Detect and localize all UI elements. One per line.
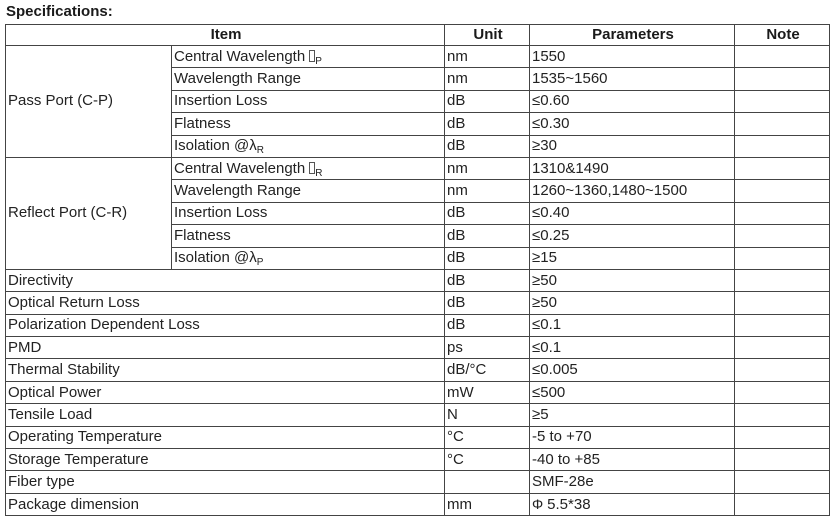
parameter-cell xyxy=(530,269,735,291)
parameter-cell xyxy=(530,471,735,493)
item-cell xyxy=(172,247,445,269)
unit-cell: N xyxy=(445,404,530,426)
parameter-cell xyxy=(530,314,735,336)
parameter-cell xyxy=(530,225,735,247)
parameter-value: 5.5*38 xyxy=(547,496,591,513)
note-cell xyxy=(735,180,830,202)
item-cell xyxy=(6,359,445,381)
item-cell xyxy=(6,269,445,291)
note-cell xyxy=(735,426,830,448)
unit-cell: dB xyxy=(445,113,530,135)
item-label: Optical Return Loss xyxy=(8,293,140,311)
diameter-icon: Φ xyxy=(532,496,544,512)
unit-cell: dB xyxy=(445,135,530,157)
header-unit: Unit xyxy=(445,25,530,46)
parameter-value: ≤0.60 xyxy=(532,92,570,110)
item-cell xyxy=(6,337,445,359)
note-cell xyxy=(735,314,830,336)
parameter-value: SMF-28e xyxy=(532,473,594,491)
table-row xyxy=(6,269,830,291)
item-cell xyxy=(6,404,445,426)
item-cell xyxy=(172,157,445,179)
parameter-cell xyxy=(530,46,735,68)
table-row xyxy=(6,449,830,471)
item-label: Wavelength Range xyxy=(174,182,302,200)
item-subscript: R xyxy=(315,167,323,179)
note-cell xyxy=(735,46,830,68)
parameter-cell xyxy=(530,90,735,112)
parameter-cell xyxy=(530,337,735,359)
item-cell xyxy=(172,202,445,224)
table-row xyxy=(6,359,830,381)
unit-cell: dB xyxy=(445,269,530,291)
note-cell xyxy=(735,449,830,471)
parameter-value: ≤0.1 xyxy=(532,338,562,356)
item-label: Fiber type xyxy=(8,473,75,491)
parameter-value: ≥30 xyxy=(532,137,557,155)
table-row xyxy=(6,426,830,448)
item-cell xyxy=(6,426,445,448)
unit-cell: dB xyxy=(445,225,530,247)
item-label: Isolation @λ xyxy=(174,249,257,267)
item-label: Isolation @λ xyxy=(174,137,257,155)
unit-cell: °C xyxy=(445,426,530,448)
item-label: Operating Temperature xyxy=(8,428,162,446)
note-cell xyxy=(735,269,830,291)
parameter-value: 1260~1360,1480~1500 xyxy=(532,182,688,200)
item-label: Thermal Stability xyxy=(8,361,120,379)
table-row xyxy=(6,493,830,515)
parameter-cell xyxy=(530,292,735,314)
parameter-value: ≥5 xyxy=(532,405,549,423)
item-cell xyxy=(172,90,445,112)
table-row xyxy=(6,404,830,426)
unit-cell xyxy=(445,471,530,493)
note-cell xyxy=(735,113,830,135)
item-cell xyxy=(172,135,445,157)
parameter-cell xyxy=(530,135,735,157)
note-cell xyxy=(735,493,830,515)
parameter-cell xyxy=(530,426,735,448)
note-cell xyxy=(735,247,830,269)
parameter-value: 1310&1490 xyxy=(532,159,609,177)
pass-port-label: Pass Port (C-P) xyxy=(6,46,172,158)
specifications-table xyxy=(5,24,830,516)
header-parameters: Parameters xyxy=(530,25,735,46)
item-cell xyxy=(6,493,445,515)
item-cell xyxy=(172,225,445,247)
parameter-cell xyxy=(530,68,735,90)
note-cell xyxy=(735,381,830,403)
parameter-value: ≤0.25 xyxy=(532,226,570,244)
parameter-value: -5 to +70 xyxy=(532,428,592,446)
item-cell xyxy=(6,292,445,314)
parameter-cell xyxy=(530,449,735,471)
table-row xyxy=(6,292,830,314)
parameter-value: -40 to +85 xyxy=(532,450,600,468)
note-cell xyxy=(735,68,830,90)
reflect-port-label: Reflect Port (C-R) xyxy=(6,157,172,269)
header-note: Note xyxy=(735,25,830,46)
unit-cell: nm xyxy=(445,157,530,179)
item-cell xyxy=(6,471,445,493)
note-cell xyxy=(735,337,830,359)
page-title: Specifications: xyxy=(6,3,113,20)
item-label: Insertion Loss xyxy=(174,204,268,222)
unit-cell: ps xyxy=(445,337,530,359)
parameter-cell xyxy=(530,113,735,135)
unit-cell: dB xyxy=(445,292,530,314)
table-row xyxy=(6,314,830,336)
parameter-cell xyxy=(530,157,735,179)
table-row xyxy=(6,381,830,403)
item-label: Storage Temperature xyxy=(8,450,149,468)
parameter-value: 1550 xyxy=(532,47,566,65)
unit-cell: dB xyxy=(445,90,530,112)
parameter-cell xyxy=(530,180,735,202)
parameter-value: ≤0.005 xyxy=(532,361,578,379)
unit-cell: mm xyxy=(445,493,530,515)
parameter-cell xyxy=(530,202,735,224)
item-subscript: P xyxy=(315,55,322,67)
header-item: Item xyxy=(6,25,445,46)
parameter-cell xyxy=(530,493,735,515)
parameter-value: ≥15 xyxy=(532,249,557,267)
note-cell xyxy=(735,404,830,426)
item-cell xyxy=(172,68,445,90)
parameter-value: ≤0.1 xyxy=(532,316,562,334)
unit-cell: dB xyxy=(445,314,530,336)
item-cell xyxy=(172,113,445,135)
table-row xyxy=(6,471,830,493)
parameter-value: ≤0.30 xyxy=(532,114,570,132)
unit-cell: dB/°C xyxy=(445,359,530,381)
item-label: Flatness xyxy=(174,226,231,244)
item-cell xyxy=(6,449,445,471)
item-cell xyxy=(172,180,445,202)
unit-cell: °C xyxy=(445,449,530,471)
note-cell xyxy=(735,225,830,247)
item-label: Central Wavelength xyxy=(174,47,306,65)
note-cell xyxy=(735,135,830,157)
item-cell xyxy=(6,381,445,403)
parameter-cell xyxy=(530,247,735,269)
note-cell xyxy=(735,292,830,314)
parameter-value: ≤0.40 xyxy=(532,204,570,222)
unit-cell: nm xyxy=(445,46,530,68)
parameter-cell xyxy=(530,404,735,426)
parameter-value: 1535~1560 xyxy=(532,70,608,88)
item-label: Package dimension xyxy=(8,495,139,513)
unit-cell: nm xyxy=(445,180,530,202)
table-row xyxy=(6,46,830,68)
item-subscript: P xyxy=(256,257,264,269)
item-label: PMD xyxy=(8,338,42,356)
parameter-cell xyxy=(530,359,735,381)
item-label: Central Wavelength xyxy=(174,159,306,177)
table-header-row xyxy=(6,25,830,46)
unit-cell: mW xyxy=(445,381,530,403)
note-cell xyxy=(735,359,830,381)
unit-cell: dB xyxy=(445,247,530,269)
item-subscript: R xyxy=(256,145,264,157)
parameter-value: ≤500 xyxy=(532,383,566,401)
parameter-value: ≥50 xyxy=(532,293,557,311)
table-row xyxy=(6,157,830,179)
item-cell xyxy=(172,46,445,68)
item-label: Optical Power xyxy=(8,383,102,401)
item-label: Tensile Load xyxy=(8,405,93,423)
note-cell xyxy=(735,202,830,224)
item-label: Insertion Loss xyxy=(174,92,268,110)
item-label: Directivity xyxy=(8,271,74,289)
parameter-value: ≥50 xyxy=(532,271,557,289)
item-label: Wavelength Range xyxy=(174,70,302,88)
item-label: Flatness xyxy=(174,114,231,132)
parameter-cell xyxy=(530,381,735,403)
table-row xyxy=(6,337,830,359)
note-cell xyxy=(735,471,830,493)
note-cell xyxy=(735,90,830,112)
item-label: Polarization Dependent Loss xyxy=(8,316,200,334)
item-cell xyxy=(6,314,445,336)
unit-cell: nm xyxy=(445,68,530,90)
unit-cell: dB xyxy=(445,202,530,224)
note-cell xyxy=(735,157,830,179)
